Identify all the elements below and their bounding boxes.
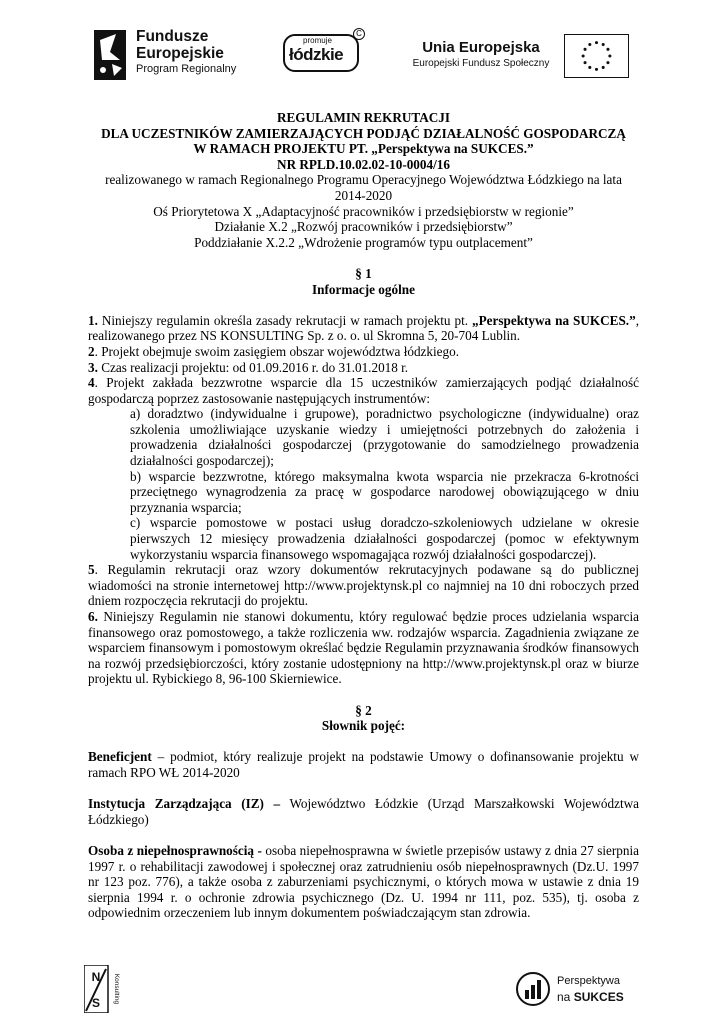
title-block (88, 110, 639, 172)
item6-text: Niniejszy Regulamin nie stanowi dokumentu, który regulować będzie proces udzielania wsparcia finansowego oraz pomostowego, a także rozliczenia ww. rodzajów wsparcia. Zagadnienia związane ze wsparciem finansowym i pomostowym określać będzie Regulamin przyznawania środków finansowych na rozwój przedsiębiorczości, który zostanie udostępniony na http://www.projektynsk.pl oraz w biurze projektu ul. Rybickiego 8, 96-100 Skierniewice. (88, 609, 639, 687)
title-line2: DLA UCZESTNIKÓW ZAMIERZAJĄCYCH PODJĄĆ DZIAŁALNOŚĆ GOSPODARCZĄ (101, 125, 626, 141)
title-line7: Oś Priorytetowa X „Adaptacyjność pracowników i przedsiębiorstw w regionie” (153, 203, 574, 219)
section1-item3 (88, 360, 639, 376)
subtitle-block (88, 172, 639, 250)
section2-heading: Słownik pojęć: (321, 718, 406, 734)
promuje-small-text: promuje (303, 36, 332, 45)
def-iz: Województwo Łódzkie (Urząd Marszałkowski Województwa Łódzkiego) (88, 796, 639, 827)
def-niepelnosprawnosc: osoba niepełnosprawna w świetle przepisów ustawy z dnia 27 sierpnia 1997 r. o rehabilitacji zawodowej i społecznej oraz zatrudnieniu osób niepełnosprawnych (Dz.U. 1997 nr 123 poz. 776), a także osoba z zaburzeniami psychicznymi, o których mowa w ustawie z dnia 19 sierpnia 1994 r. o ochronie zdrowia psychicznego (Dz. U. 1994 nr 111, poz. 535), tj. osoba z odpowiednim orzeczeniem lub innym dokumentem poświadczającym stan zdrowia. (88, 842, 639, 921)
fundusze-line2: Europejskie (136, 45, 224, 62)
term-iz: Instytucja Zarządzająca (IZ) – (88, 796, 281, 812)
item5-number: 5 (88, 562, 95, 578)
item2-text: . Projekt obejmuje swoim zasięgiem obszar województwa łódzkiego. (94, 343, 459, 359)
title-line8: Działanie X.2 „Rozwój pracowników i przedsiębiorstw” (214, 219, 513, 235)
item4-sub-a: a) doradztwo (indywidualne i grupowe), poradnictwo psychologiczne (indywidualne) oraz szkolenia umożliwiające uzyskanie wiedzy i umiejętności potrzebnych do założenia i prowadzenia działalności gospodarczej (przygotowanie do samodzielnego prowadzenia działalności gospodarczej); (130, 406, 639, 469)
svg-text:N: N (91, 970, 101, 984)
title-line5: realizowanego w ramach Regionalnego Programu Operacyjnego Województwa Łódzkiego na lata (105, 172, 622, 188)
title-line9: Poddziałanie X.2.2 „Wdrożenie programów typu outplacement” (194, 234, 533, 250)
header-logos (0, 26, 725, 86)
title-line1: REGULAMIN REKRUTACJI (276, 110, 451, 125)
item4-sub-c: c) wsparcie pomostowe w postaci usług doradczo-szkoleniowych udzielane w okresie pierwszych 12 miesięcy prowadzenia działalności gospodarczej (pomoc w efektywnym wykorzystaniu wsparcia finansowego wspomagająca rozwój działalności gospodarczej). (130, 515, 639, 562)
ns-konsulting-logo (84, 965, 120, 1013)
fundusze-line1: Fundusze (136, 28, 209, 45)
fundusze-line3: Program Regionalny (136, 63, 237, 75)
item4-number: 4 (88, 375, 95, 391)
def-beneficjent: – podmiot, który realizuje projekt na podstawie Umowy o dofinansowanie projektu w ramach RPO WŁ 2014-2020 (88, 749, 639, 780)
title-line3: W RAMACH PROJEKTU PT. „Perspektywa na SUKCES.” (193, 141, 534, 157)
perspektywa-line2b: SUKCES (573, 990, 624, 1004)
section2-number: § 2 (355, 702, 372, 718)
ue-line1: Unia Europejska (422, 39, 540, 56)
item4-text: . Projekt zakłada bezzwrotne wsparcie dla 15 uczestników zamierzających podjąć działalność gospodarczą poprzez zastosowanie następujących instrumentów: (88, 375, 639, 406)
item5-text: . Regulamin rekrutacji oraz wzory dokumentów rekrutacyjnych podawane są do publicznej wiadomości na stronie internetowej http://www.projektynsk.pl co najmniej na 10 dni roboczych przed dniem rozpoczęcia rekrutacji do projektu. (88, 562, 639, 609)
svg-text:S: S (91, 996, 101, 1010)
copyright-mark-icon: C (353, 28, 365, 40)
item1-text: Niniejszy regulamin określa zasady rekrutacji w ramach projektu pt. (97, 312, 473, 328)
promuje-lodzkie-logo (283, 30, 369, 80)
section1-number: § 1 (355, 265, 372, 281)
item3-number: 3. (88, 359, 98, 375)
item1-rest: , realizowanego przez NS KONSULTING Sp. z o. o. ul Skromna 5, 20-704 Lublin. (88, 312, 639, 344)
term-niepelnosprawnosc: Osoba z niepełnosprawnością - (88, 842, 262, 858)
perspektywa-line2a: na (557, 990, 574, 1004)
eu-flag-icon (564, 34, 629, 78)
ue-logo-text (406, 39, 556, 71)
item4-sub-b: b) wsparcie bezzwrotne, którego maksymalna kwota wsparcia nie przekracza 6-krotności przeciętnego wynagrodzenia za pracę w gospodarce narodowej obowiązującego w dniu przyznania wsparcia; (130, 468, 639, 515)
perspektywa-emblem-icon (515, 972, 551, 1006)
title-line6: 2014-2020 (334, 187, 393, 203)
promuje-big-text: łódzkie (289, 45, 344, 64)
fundusze-europejskie-logo (94, 28, 274, 84)
definition-niepelnosprawnosc (88, 843, 639, 921)
item6-number: 6. (88, 609, 98, 624)
item1-number: 1. (88, 312, 98, 328)
ue-line2: Europejski Fundusz Społeczny (412, 58, 550, 69)
section1-item5 (88, 562, 639, 609)
project-name: „Perspektywa na SUKCES.” (472, 312, 636, 328)
section1-item1 (88, 313, 639, 344)
title-line4: NR RPLD.10.02.02-10-0004/16 (277, 156, 450, 172)
perspektywa-line1: Perspektywa (557, 975, 620, 987)
item3-text: Czas realizacji projektu: od 01.09.2016 r. do 31.01.2018 r. (97, 359, 409, 375)
section1-item2 (88, 344, 639, 360)
item2-number: 2 (88, 343, 95, 359)
section1-item6 (88, 609, 639, 687)
definition-iz (88, 796, 639, 827)
section1-heading: Informacje ogólne (312, 281, 415, 297)
svg-text:Konsulting: Konsulting (113, 973, 120, 1005)
term-beneficjent: Beneficjent (88, 749, 152, 765)
definition-beneficjent (88, 749, 639, 780)
section1-item4 (88, 375, 639, 406)
fundusze-emblem-icon (94, 30, 126, 80)
perspektywa-line2 (557, 990, 624, 1004)
document-body (88, 110, 639, 921)
perspektywa-logo (515, 970, 635, 1010)
